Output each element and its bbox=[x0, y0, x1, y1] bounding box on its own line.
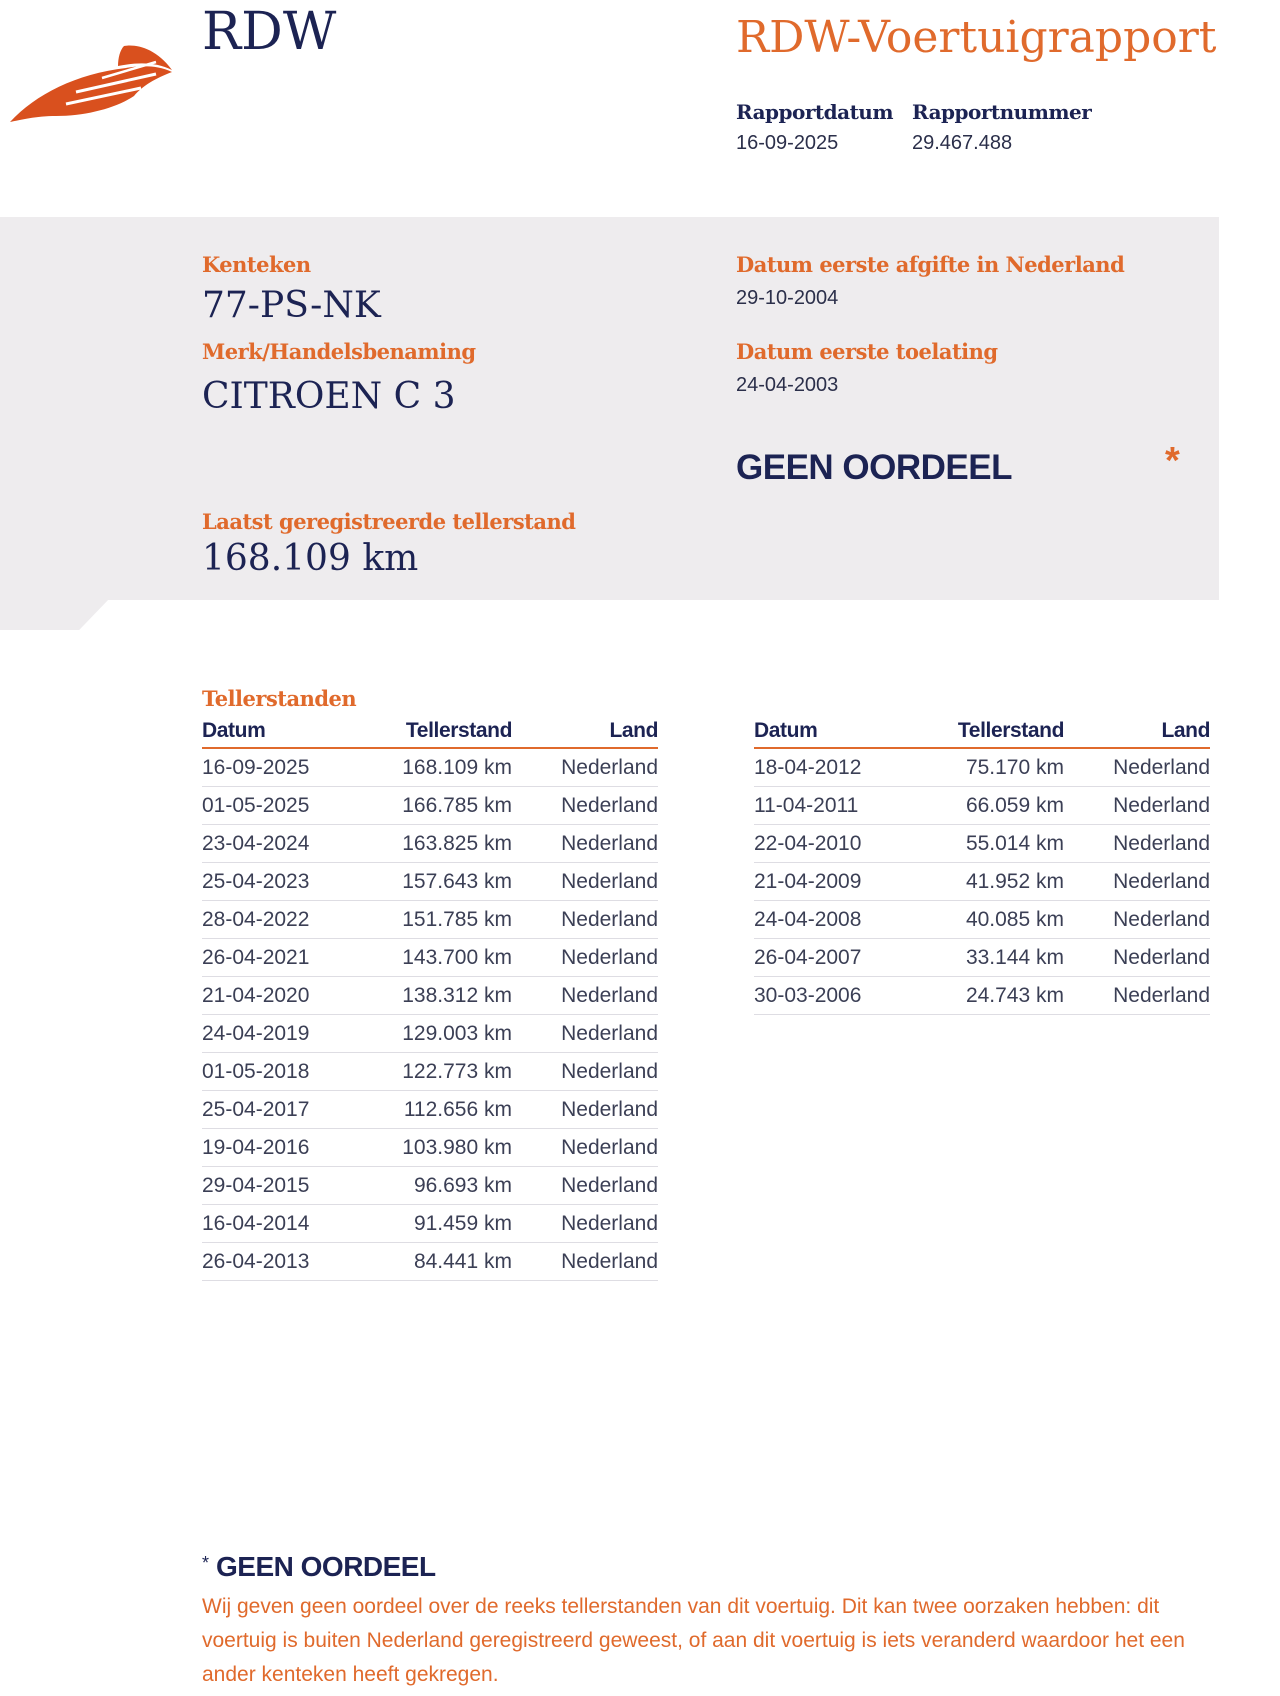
odometer-section-title: Tellerstanden bbox=[202, 686, 357, 711]
cell-reading: 122.773 km bbox=[352, 1053, 512, 1091]
table-row bbox=[202, 977, 658, 1015]
cell-date: 11-04-2011 bbox=[754, 787, 904, 825]
cell-reading: 143.700 km bbox=[352, 939, 512, 977]
cell-date: 01-05-2025 bbox=[202, 787, 352, 825]
table-row bbox=[202, 1091, 658, 1129]
cell-reading: 168.109 km bbox=[352, 748, 512, 787]
table-row bbox=[202, 1053, 658, 1091]
column-header-reading: Tellerstand bbox=[904, 717, 1064, 748]
odometer-table-left bbox=[202, 717, 658, 1281]
footnote-title: GEEN OORDEEL bbox=[216, 1551, 436, 1582]
cell-reading: 75.170 km bbox=[904, 748, 1064, 787]
table-row bbox=[202, 825, 658, 863]
verdict-text: GEEN OORDEEL bbox=[736, 448, 1012, 487]
cell-country: Nederland bbox=[512, 939, 658, 977]
report-date: 16-09-2025 bbox=[736, 132, 839, 154]
cell-country: Nederland bbox=[1064, 939, 1210, 977]
cell-country: Nederland bbox=[512, 1167, 658, 1205]
cell-country: Nederland bbox=[512, 748, 658, 787]
cell-date: 25-04-2017 bbox=[202, 1091, 352, 1129]
cell-date: 16-04-2014 bbox=[202, 1205, 352, 1243]
cell-reading: 163.825 km bbox=[352, 825, 512, 863]
cell-country: Nederland bbox=[512, 1053, 658, 1091]
cell-date: 24-04-2008 bbox=[754, 901, 904, 939]
cell-country: Nederland bbox=[512, 863, 658, 901]
cell-date: 18-04-2012 bbox=[754, 748, 904, 787]
cell-date: 19-04-2016 bbox=[202, 1129, 352, 1167]
cell-reading: 84.441 km bbox=[352, 1243, 512, 1281]
cell-country: Nederland bbox=[1064, 748, 1210, 787]
first-issue-nl-value: 29-10-2004 bbox=[736, 287, 839, 309]
cell-country: Nederland bbox=[512, 1091, 658, 1129]
cell-reading: 157.643 km bbox=[352, 863, 512, 901]
table-row bbox=[202, 1167, 658, 1205]
report-title: RDW-Voertuigrapport bbox=[736, 12, 1217, 63]
cell-date: 24-04-2019 bbox=[202, 1015, 352, 1053]
report-number: 29.467.488 bbox=[912, 132, 1013, 154]
cell-country: Nederland bbox=[1064, 977, 1210, 1015]
table-row bbox=[754, 825, 1210, 863]
plate-value: 77-PS-NK bbox=[202, 285, 381, 326]
rdw-wing-logo-icon bbox=[6, 34, 176, 124]
last-odometer-value: 168.109 km bbox=[202, 538, 419, 579]
cell-date: 25-04-2023 bbox=[202, 863, 352, 901]
table-row bbox=[202, 939, 658, 977]
cell-reading: 151.785 km bbox=[352, 901, 512, 939]
cell-reading: 24.743 km bbox=[904, 977, 1064, 1015]
footnote-text: Wij geven geen oordeel over de reeks tellerstanden van dit voertuig. Dit kan twee oorzaken hebben: dit voertuig is buiten Nederland geregistreerd geweest, of aan dit voertuig is iets veranderd waardoor het een ander kenteken heeft gekregen. bbox=[202, 1595, 1185, 1686]
first-admission-value: 24-04-2003 bbox=[736, 374, 839, 396]
report-date-label: Rapportdatum bbox=[736, 100, 894, 124]
table-row bbox=[754, 748, 1210, 787]
cell-reading: 55.014 km bbox=[904, 825, 1064, 863]
cell-date: 21-04-2020 bbox=[202, 977, 352, 1015]
cell-reading: 40.085 km bbox=[904, 901, 1064, 939]
table-header-row bbox=[202, 717, 658, 748]
cell-date: 26-04-2021 bbox=[202, 939, 352, 977]
cell-reading: 91.459 km bbox=[352, 1205, 512, 1243]
table-row bbox=[202, 1205, 658, 1243]
column-header-date: Datum bbox=[754, 717, 904, 748]
cell-date: 22-04-2010 bbox=[754, 825, 904, 863]
cell-reading: 166.785 km bbox=[352, 787, 512, 825]
cell-country: Nederland bbox=[1064, 863, 1210, 901]
table-row bbox=[202, 1129, 658, 1167]
table-header-row bbox=[754, 717, 1210, 748]
table-row bbox=[202, 901, 658, 939]
cell-country: Nederland bbox=[512, 1205, 658, 1243]
cell-date: 26-04-2007 bbox=[754, 939, 904, 977]
table-row bbox=[202, 1015, 658, 1053]
footnote-marker: * bbox=[202, 1553, 210, 1573]
cell-country: Nederland bbox=[512, 1129, 658, 1167]
column-header-reading: Tellerstand bbox=[352, 717, 512, 748]
table-row bbox=[754, 863, 1210, 901]
odometer-table-right bbox=[754, 717, 1210, 1015]
cell-reading: 33.144 km bbox=[904, 939, 1064, 977]
make-label: Merk/Handelsbenaming bbox=[202, 339, 476, 364]
cell-reading: 66.059 km bbox=[904, 787, 1064, 825]
table-row bbox=[202, 863, 658, 901]
cell-reading: 112.656 km bbox=[352, 1091, 512, 1129]
cell-country: Nederland bbox=[1064, 787, 1210, 825]
first-issue-nl-label: Datum eerste afgifte in Nederland bbox=[736, 252, 1125, 277]
last-odometer-label: Laatst geregistreerde tellerstand bbox=[202, 509, 576, 534]
cell-date: 23-04-2024 bbox=[202, 825, 352, 863]
cell-country: Nederland bbox=[1064, 901, 1210, 939]
cell-country: Nederland bbox=[512, 1015, 658, 1053]
cell-country: Nederland bbox=[1064, 825, 1210, 863]
plate-label: Kenteken bbox=[202, 252, 311, 277]
table-row bbox=[754, 787, 1210, 825]
table-row bbox=[202, 748, 658, 787]
cell-date: 30-03-2006 bbox=[754, 977, 904, 1015]
cell-reading: 129.003 km bbox=[352, 1015, 512, 1053]
table-row bbox=[202, 1243, 658, 1281]
cell-reading: 138.312 km bbox=[352, 977, 512, 1015]
cell-reading: 103.980 km bbox=[352, 1129, 512, 1167]
cell-date: 21-04-2009 bbox=[754, 863, 904, 901]
cell-date: 01-05-2018 bbox=[202, 1053, 352, 1091]
cell-country: Nederland bbox=[512, 825, 658, 863]
panel-tail-decoration bbox=[0, 598, 110, 630]
cell-country: Nederland bbox=[512, 901, 658, 939]
column-header-country: Land bbox=[512, 717, 658, 748]
cell-country: Nederland bbox=[512, 1243, 658, 1281]
verdict-asterisk: * bbox=[1165, 440, 1180, 482]
table-row bbox=[754, 977, 1210, 1015]
make-value: CITROEN C 3 bbox=[202, 376, 456, 417]
cell-date: 29-04-2015 bbox=[202, 1167, 352, 1205]
column-header-country: Land bbox=[1064, 717, 1210, 748]
column-header-date: Datum bbox=[202, 717, 352, 748]
report-number-label: Rapportnummer bbox=[912, 100, 1092, 124]
table-row bbox=[754, 901, 1210, 939]
cell-reading: 96.693 km bbox=[352, 1167, 512, 1205]
table-row bbox=[754, 939, 1210, 977]
first-admission-label: Datum eerste toelating bbox=[736, 339, 998, 364]
cell-date: 28-04-2022 bbox=[202, 901, 352, 939]
logo-text: RDW bbox=[202, 2, 337, 62]
cell-country: Nederland bbox=[512, 787, 658, 825]
cell-country: Nederland bbox=[512, 977, 658, 1015]
cell-date: 16-09-2025 bbox=[202, 748, 352, 787]
cell-date: 26-04-2013 bbox=[202, 1243, 352, 1281]
cell-reading: 41.952 km bbox=[904, 863, 1064, 901]
table-row bbox=[202, 787, 658, 825]
